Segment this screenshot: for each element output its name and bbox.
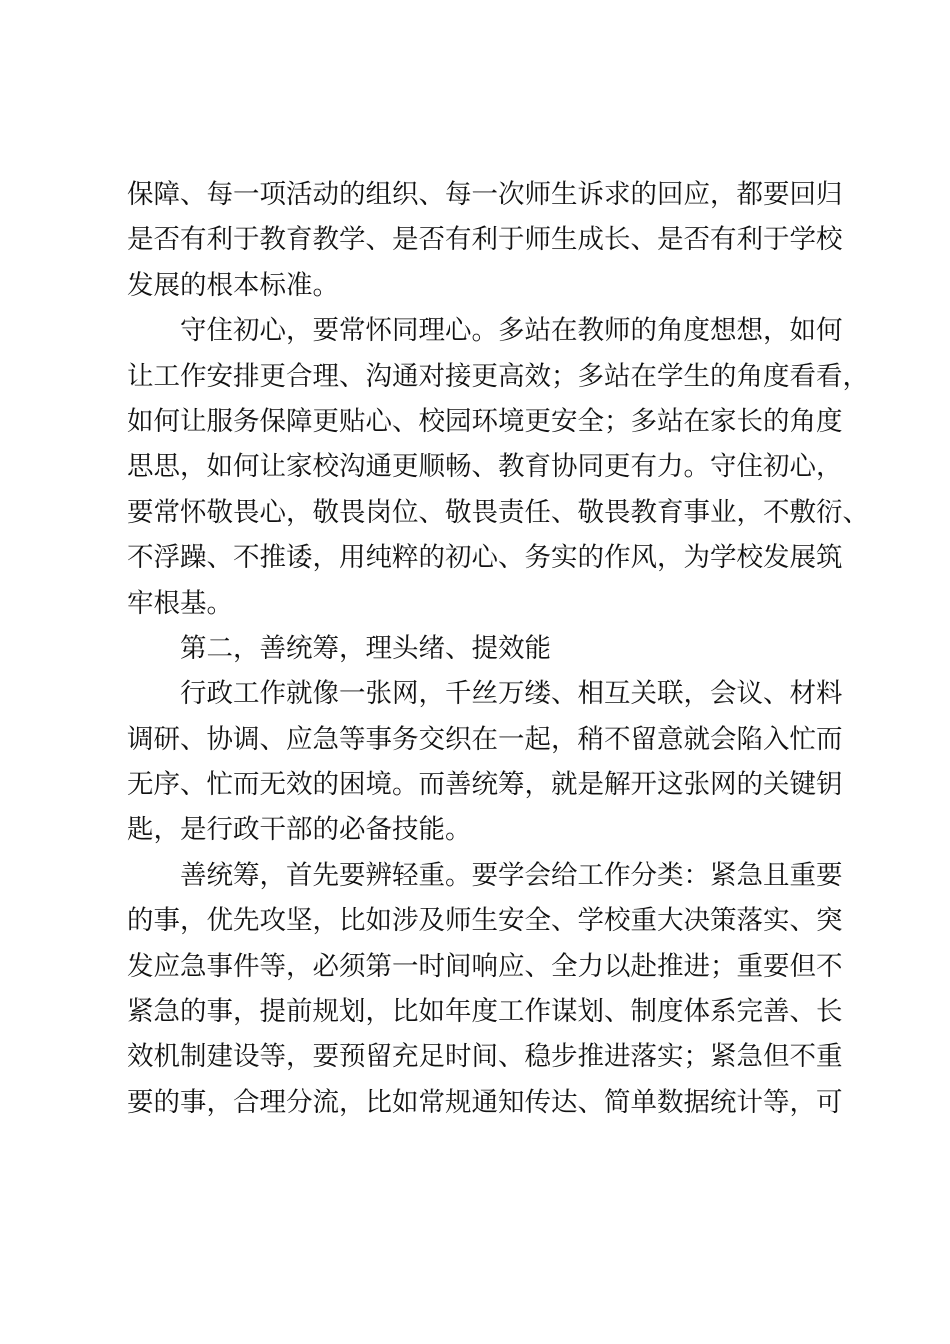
text-line: 发应急事件等，必须第一时间响应、全力以赴推进；重要但不 bbox=[127, 950, 843, 982]
text-line: 要的事，合理分流，比如常规通知传达、简单数据统计等，可 bbox=[127, 1086, 843, 1118]
text-line: 善统筹，首先要辨轻重。要学会给工作分类：紧急且重要 bbox=[180, 859, 843, 891]
text-line: 匙，是行政干部的必备技能。 bbox=[127, 814, 472, 846]
text-line: 如何让服务保障更贴心、校园环境更安全；多站在家长的角度 bbox=[127, 405, 843, 437]
text-line: 要常怀敬畏心，敬畏岗位、敬畏责任、敬畏教育事业，不敷衍、 bbox=[127, 496, 869, 528]
text-line: 牢根基。 bbox=[127, 587, 233, 619]
text-line: 守住初心，要常怀同理心。多站在教师的角度想想，如何 bbox=[180, 315, 843, 347]
text-line: 是否有利于教育教学、是否有利于师生成长、是否有利于学校 bbox=[127, 224, 843, 256]
text-line: 效机制建设等，要预留充足时间、稳步推进落实；紧急但不重 bbox=[127, 1041, 843, 1073]
body-text bbox=[127, 172, 869, 1125]
text-line: 不浮躁、不推诿，用纯粹的初心、务实的作风，为学校发展筑 bbox=[127, 542, 843, 574]
section-heading: 第二，善统筹，理头绪、提效能 bbox=[180, 632, 551, 664]
text-line: 行政工作就像一张网，千丝万缕、相互关联，会议、材料 bbox=[180, 678, 843, 710]
text-line: 发展的根本标准。 bbox=[127, 269, 339, 301]
text-line: 思思，如何让家校沟通更顺畅、教育协同更有力。守住初心， bbox=[127, 451, 843, 483]
text-line: 的事，优先攻坚，比如涉及师生安全、学校重大决策落实、突 bbox=[127, 905, 843, 937]
text-line: 保障、每一项活动的组织、每一次师生诉求的回应，都要回归 bbox=[127, 179, 843, 210]
text-line: 无序、忙而无效的困境。而善统筹，就是解开这张网的关键钥 bbox=[127, 769, 843, 801]
text-line: 调研、协调、应急等事务交织在一起，稍不留意就会陷入忙而 bbox=[127, 723, 843, 755]
text-line: 紧急的事，提前规划，比如年度工作谋划、制度体系完善、长 bbox=[127, 996, 843, 1028]
text-line: 让工作安排更合理、沟通对接更高效；多站在学生的角度看看， bbox=[127, 360, 869, 392]
